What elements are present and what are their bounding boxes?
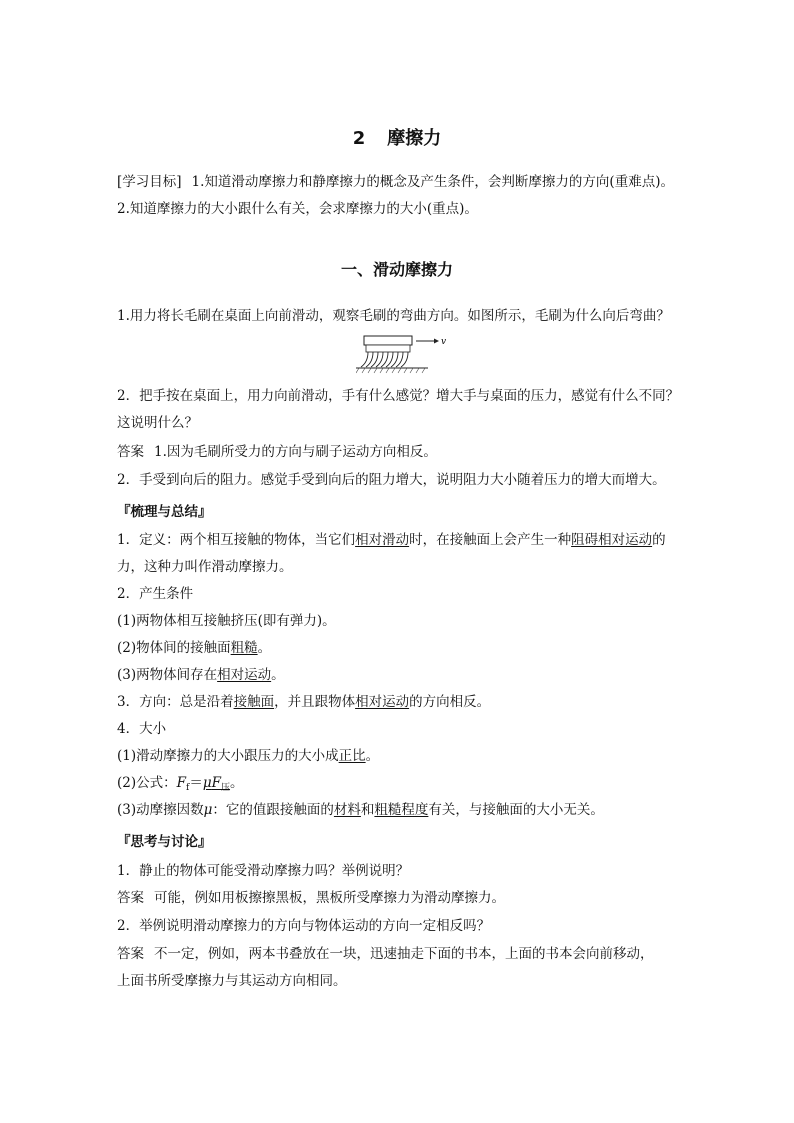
definition-line-1: 1．定义：两个相互接触的物体，当它们相对滑动时，在接触面上会产生一种阻碍相对运动的 xyxy=(117,532,666,548)
discussion-answer-2-line-1: 答案 不一定，例如，两本书叠放在一块，迅速抽走下面的书本，上面的书本会向前移动， xyxy=(117,946,654,962)
size-1: (1)滑动摩擦力的大小跟压力的大小成正比。 xyxy=(117,748,380,764)
size-title: 4．大小 xyxy=(117,721,167,737)
discussion-answer-2-line-2: 上面书所受摩擦力与其运动方向相同。 xyxy=(117,973,347,989)
title-number: 2 xyxy=(352,128,366,149)
summary-heading: 『梳理与总结』 xyxy=(117,504,212,520)
discussion-answer-1: 答案 可能，例如用板擦擦黑板，黑板所受摩擦力为滑动摩擦力。 xyxy=(117,890,505,906)
size-2-formula: (2)公式：$F_f=\mu F_压$。 xyxy=(117,775,244,793)
question-1: 1.用力将长毛刷在桌面上向前滑动，观察毛刷的弯曲方向。如图所示，毛刷为什么向后弯曲？ xyxy=(117,308,670,324)
velocity-label: v xyxy=(441,337,447,347)
answer-2: 2．手受到向后的阻力。感觉手受到向后的阻力增大，说明阻力大小随着压力的增大而增大。 xyxy=(117,472,666,488)
direction-line: 3．方向：总是沿着接触面，并且跟物体相对运动的方向相反。 xyxy=(117,694,491,710)
condition-3: (3)两物体间存在相对运动。 xyxy=(117,667,285,683)
question-2-line-2: 这说明什么？ xyxy=(117,415,198,431)
condition-title: 2．产生条件 xyxy=(117,586,194,602)
discussion-question-2: 2．举例说明滑动摩擦力的方向与物体运动的方向一定相反吗？ xyxy=(117,918,491,934)
title-text: 摩擦力 xyxy=(387,128,442,149)
question-2-line-1: 2．把手按在桌面上，用力向前滑动，手有什么感觉？增大手与桌面的压力，感觉有什么不同？ xyxy=(117,388,680,404)
condition-2: (2)物体间的接触面粗糙。 xyxy=(117,640,272,656)
size-3: (3)动摩擦因数μ：它的值跟接触面的材料和粗糙程度有关，与接触面的大小无关。 xyxy=(117,802,604,818)
condition-1: (1)两物体相互接触挤压(即有弹力)。 xyxy=(117,613,336,629)
objectives-line-2: 2.知道摩擦力的大小跟什么有关，会求摩擦力的大小(重点)。 xyxy=(117,201,478,217)
answer-1: 答案 1.因为毛刷所受力的方向与刷子运动方向相反。 xyxy=(117,444,437,460)
section-title: 一、滑动摩擦力 xyxy=(340,260,453,279)
objectives-label: [学习目标] xyxy=(117,174,182,190)
discussion-heading: 『思考与讨论』 xyxy=(117,834,212,850)
page-title xyxy=(0,124,794,150)
definition-line-2: 力，这种力叫作滑动摩擦力。 xyxy=(117,559,293,575)
objectives-line-1: [学习目标] 1.知道滑动摩擦力和静摩擦力的概念及产生条件，会判断摩擦力的方向(重难点)。 xyxy=(117,174,674,190)
discussion-question-1: 1．静止的物体可能受滑动摩擦力吗？举例说明？ xyxy=(117,863,410,879)
answer-label: 答案 xyxy=(117,444,144,460)
brush-figure xyxy=(356,334,456,380)
